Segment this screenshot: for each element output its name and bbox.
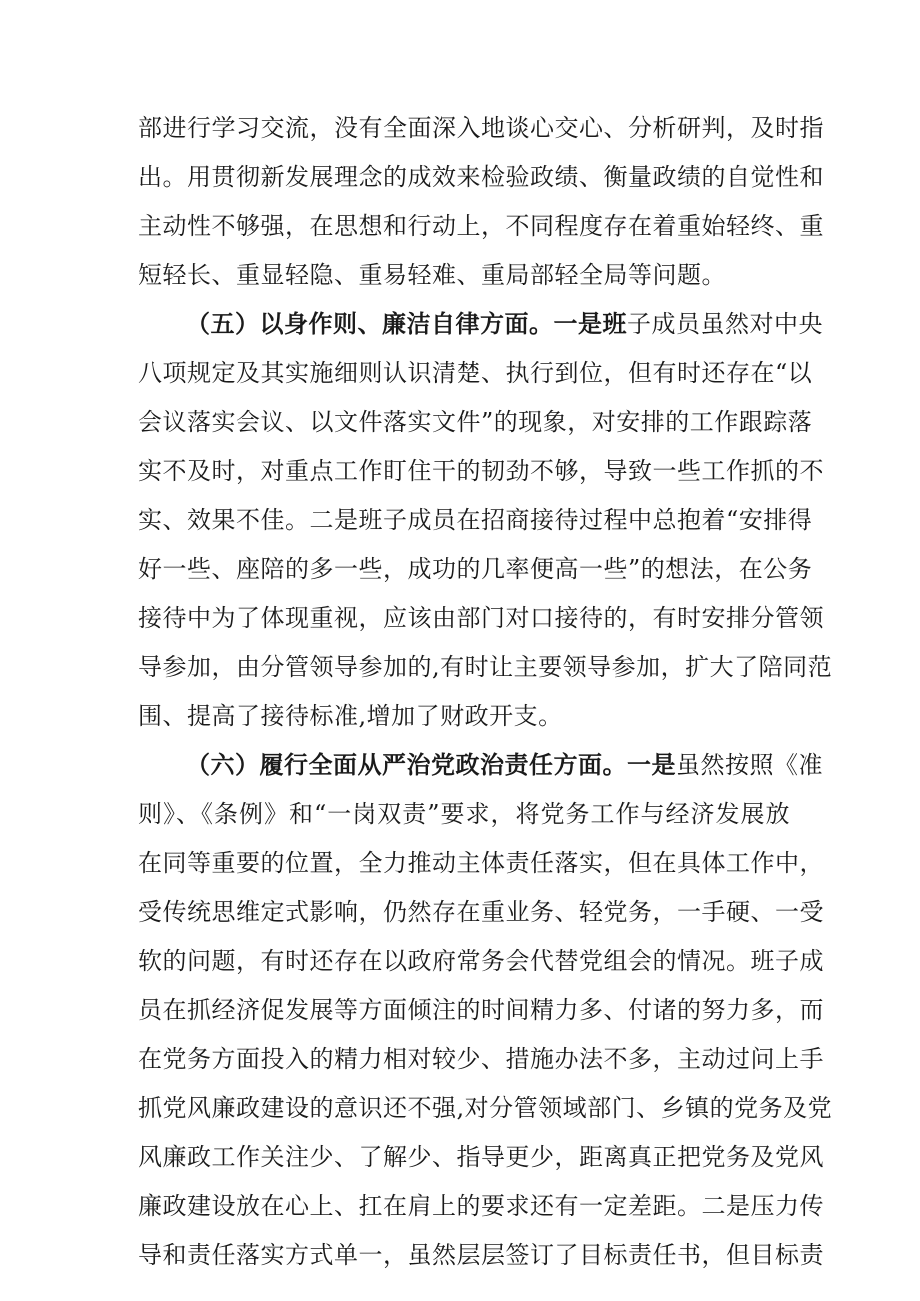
section-heading: （六）履行全面从严治党政治责任方面。一是 xyxy=(186,751,676,779)
paragraph-line: 在同等重要的位置，全力推动主体责任落实，但在具体工作中， xyxy=(138,849,824,877)
section-heading-line: （五）以身作则、廉洁自律方面。一是班子成员虽然对中央 xyxy=(186,310,823,338)
paragraph-line: 抓党风廉政建设的意识还不强,对分管领域部门、乡镇的党务及党 xyxy=(138,1094,833,1122)
paragraph-line: 出。用贯彻新发展理念的成效来检验政绩、衡量政绩的自觉性和 xyxy=(138,163,824,191)
paragraph-line: 受传统思维定式影响，仍然存在重业务、轻党务，一手硬、一受 xyxy=(138,898,824,926)
paragraph-line: 导参加，由分管领导参加的,有时让主要领导参加，扩大了陪同范 xyxy=(138,653,833,681)
paragraph-line: 八项规定及其实施细则认识清楚、执行到位，但有时还存在“以 xyxy=(138,359,813,387)
paragraph-line: 部进行学习交流，没有全面深入地谈心交心、分析研判，及时指 xyxy=(138,114,824,142)
paragraph-line: 风廉政工作关注少、了解少、指导更少，距离真正把党务及党风 xyxy=(138,1143,824,1171)
paragraph-line: 围、提高了接待标准,增加了财政开支。 xyxy=(138,702,563,730)
paragraph-line: 廉政建设放在心上、扛在肩上的要求还有一定差距。二是压力传 xyxy=(138,1192,824,1220)
paragraph-line: 实不及时，对重点工作盯住干的韧劲不够，导致一些工作抓的不 xyxy=(138,457,824,485)
paragraph-line: 在党务方面投入的精力相对较少、措施办法不多，主动过问上手 xyxy=(138,1045,824,1073)
paragraph-line: 员在抓经济促发展等方面倾注的时间精力多、付诸的努力多，而 xyxy=(138,996,824,1024)
paragraph-line: 会议落实会议、以文件落实文件”的现象，对安排的工作跟踪落 xyxy=(138,408,813,436)
section-heading: （五）以身作则、廉洁自律方面。一是班 xyxy=(186,310,627,338)
paragraph-line: 导和责任落实方式单一，虽然层层签订了目标责任书，但目标责 xyxy=(138,1241,824,1269)
paragraph-line: 接待中为了体现重视，应该由部门对口接待的，有时安排分管领 xyxy=(138,604,824,632)
paragraph-line: 好一些、座陪的多一些，成功的几率便高一些”的想法，在公务 xyxy=(138,555,813,583)
paragraph-line: 短轻长、重显轻隐、重易轻难、重局部轻全局等问题。 xyxy=(138,261,726,289)
paragraph-line: 实、效果不佳。二是班子成员在招商接待过程中总抱着“安排得 xyxy=(138,506,813,534)
section-heading-line: （六）履行全面从严治党政治责任方面。一是虽然按照《准 xyxy=(186,751,823,779)
paragraph-line: 软的问题，有时还存在以政府常务会代替党组会的情况。班子成 xyxy=(138,947,824,975)
paragraph-line: 主动性不够强，在思想和行动上，不同程度存在着重始轻终、重 xyxy=(138,212,824,240)
paragraph-line: 则》、《条例》和“一岗双责”要求，将党务工作与经济发展放 xyxy=(138,800,790,828)
